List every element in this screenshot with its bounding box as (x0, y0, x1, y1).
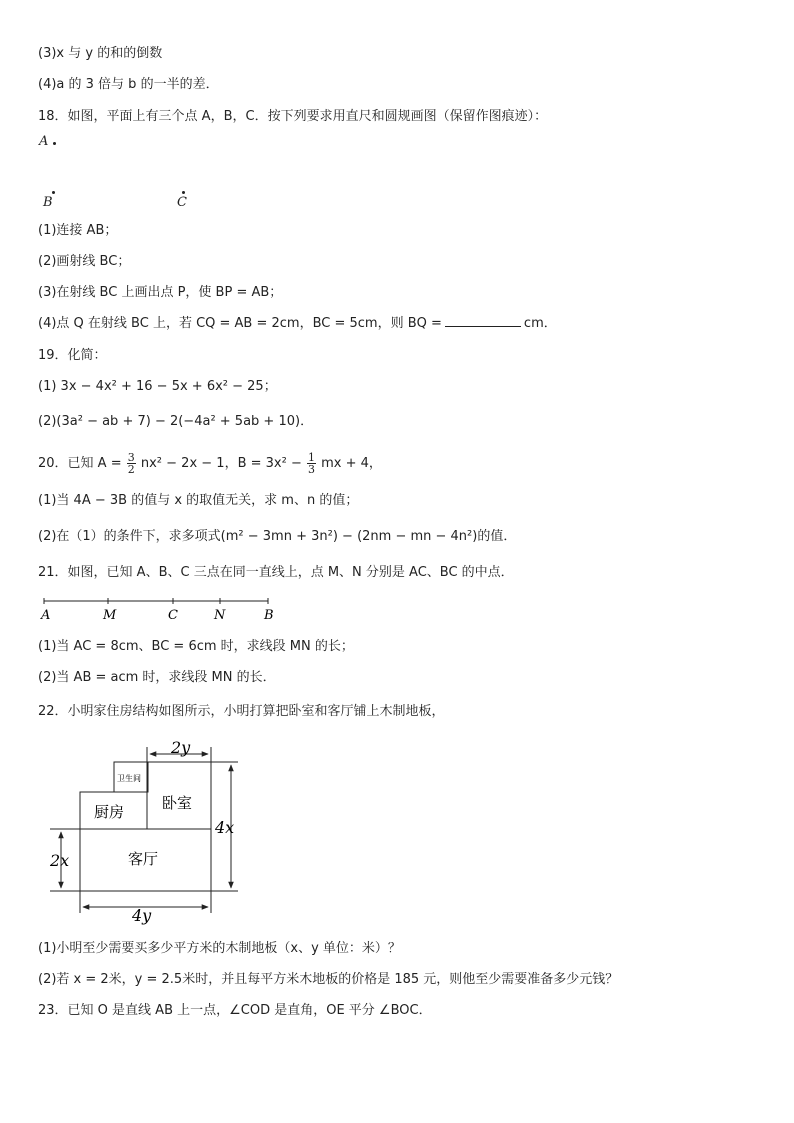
q17-item-3: (3)x 与 y 的和的倒数 (38, 46, 163, 61)
fig21-segment-figure (36, 595, 296, 627)
fig21-label-m: M (103, 608, 117, 623)
q20-item-1: (1)当 4A − 3B 的值与 x 的取值无关，求 m、n 的值； (38, 493, 359, 508)
q22-stem: 22．小明家住房结构如图所示，小明打算把卧室和客厅铺上木制地板， (38, 704, 445, 719)
fraction-3-2 (127, 452, 136, 475)
fig21-label-c: C (168, 608, 178, 623)
fig18-point-c (182, 191, 185, 194)
q18-stem: 18．如图，平面上有三个点 A，B，C．按下列要求用直尺和圆规画图（保留作图痕迹）： (38, 109, 548, 124)
q21-item-2: (2)当 AB = acm 时，求线段 MN 的长． (38, 670, 276, 685)
fraction-1-3 (307, 452, 316, 475)
q23-stem: 23．已知 O 是直线 AB 上一点，∠COD 是直角，OE 平分 ∠BOC． (38, 1003, 432, 1018)
kitchen-label: 厨房 (94, 803, 125, 821)
q18-item-4 (38, 314, 557, 333)
fig18-point-a (53, 142, 56, 145)
bathroom-label: 卫生间 (117, 774, 141, 783)
q19-stem: 19．化简： (38, 348, 107, 363)
fraction-denominator: 3 (308, 463, 315, 476)
q18-item-3: (3)在射线 BC 上画出点 P，使 BP = AB； (38, 285, 283, 300)
dim-bottom-label: 4y (132, 906, 152, 925)
dim-left-label: 2x (50, 851, 70, 870)
q20-stem-part-3: mx + 4， (321, 456, 382, 471)
q21-stem: 21．如图，已知 A、B、C 三点在同一直线上，点 M、N 分别是 AC、BC 的中点． (38, 565, 514, 580)
answer-blank (445, 314, 521, 327)
q18-item-1: (1)连接 AB； (38, 223, 118, 238)
fig21-label-b: B (264, 608, 274, 623)
q19-item-2: (2)(3a² − ab + 7) − 2(−4a² + 5ab + 10)． (38, 414, 314, 429)
bedroom-label: 卧室 (162, 794, 193, 812)
fraction-denominator: 2 (127, 463, 135, 476)
dim-right-label: 4x (215, 818, 235, 837)
q20-stem-part-2: nx² − 2x − 1，B = 3x² − (140, 456, 302, 471)
q20-item-2: (2)在（1）的条件下，求多项式(m² − 3mn + 3n²) − (2nm − mn − 4n²)的值． (38, 529, 517, 544)
fraction-numerator: 3 (127, 451, 135, 464)
fig22-floor-plan (42, 735, 252, 925)
q18-item-4-text: (4)点 Q 在射线 BC 上，若 CQ = AB = 2cm，BC = 5cm，则 BQ = (38, 316, 442, 331)
fig21-label-a: A (41, 608, 51, 623)
fig18-label-c: C (177, 195, 187, 210)
fig18-point-b (52, 191, 55, 194)
fig18-label-b: B (43, 195, 53, 210)
q18-item-4-unit: cm． (523, 316, 557, 331)
fig21-label-n: N (214, 608, 226, 623)
q20-stem (38, 452, 382, 476)
q22-item-1: (1)小明至少需要买多少平方米的木制地板（x、y 单位：米）？ (38, 941, 401, 956)
q17-item-4: (4)a 的 3 倍与 b 的一半的差． (38, 77, 219, 92)
living-room-label: 客厅 (128, 850, 159, 868)
q22-item-2: (2)若 x = 2米，y = 2.5米时，并且每平方米木地板的价格是 185 元，则他至少需要准备多少元钱？ (38, 972, 619, 987)
q21-item-1: (1)当 AC = 8cm、BC = 6cm 时，求线段 MN 的长； (38, 639, 354, 654)
q20-stem-part-1: 20．已知 A = (38, 456, 122, 471)
q18-item-2: (2)画射线 BC； (38, 254, 131, 269)
fig18-label-a: A (39, 134, 49, 149)
fraction-numerator: 1 (308, 451, 315, 464)
dim-top-label: 2y (171, 738, 191, 757)
q19-item-1: (1) 3x − 4x² + 16 − 5x + 6x² − 25； (38, 379, 277, 394)
